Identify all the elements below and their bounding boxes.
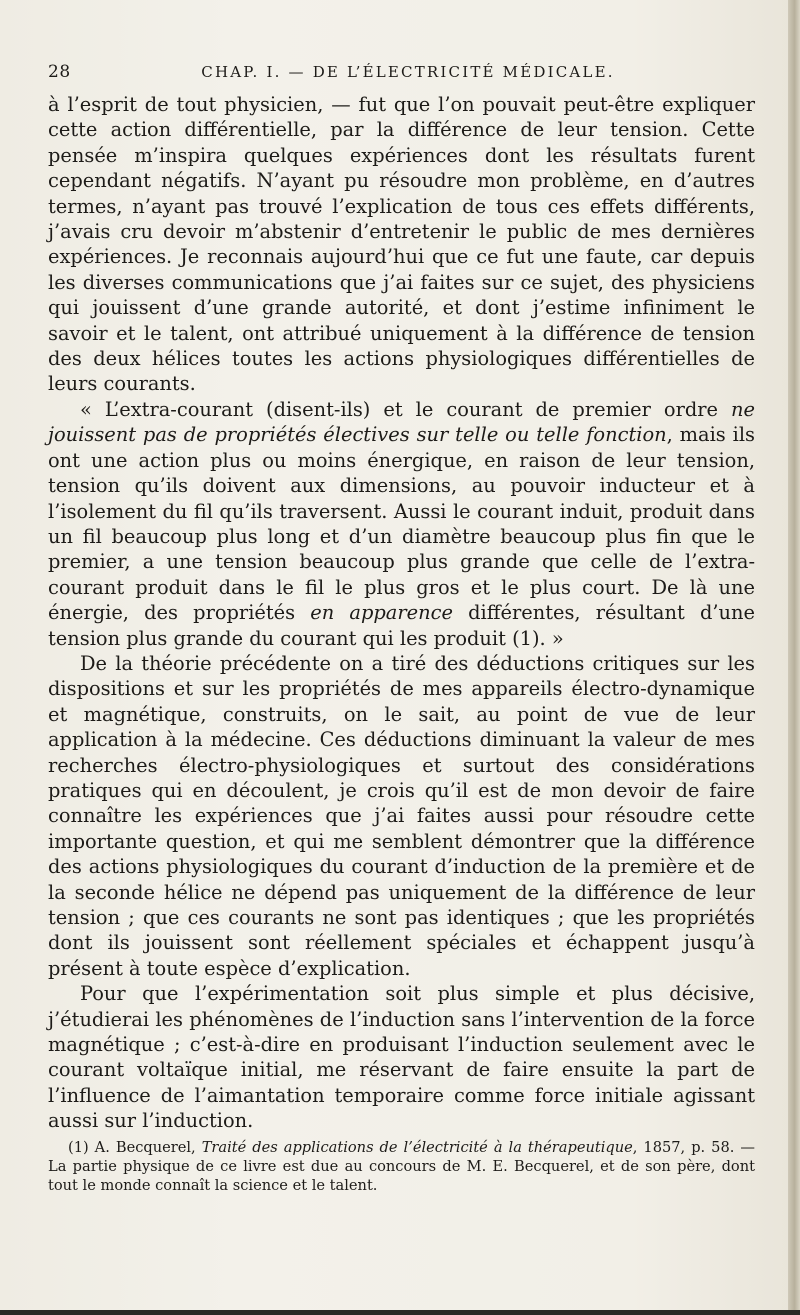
page-header: [48, 62, 748, 92]
running-head: CHAP. I. — DE L’ÉLECTRICITÉ MÉDICALE.: [201, 63, 615, 81]
footnote-lead: (1) A. Becquerel,: [68, 1139, 202, 1156]
paragraph-2-italic-1: ne jouissent pas de propriétés électives sur telle ou telle fonction: [48, 397, 755, 447]
paragraph-4: Pour que l’expérimentation soit plus simple et plus décisive, j’étudierai les phénomènes de l’induction sans l’intervention de la force magnétique ; c’est-à-dire en produisant l’induction seulement avec le courant voltaïque initial, me réservant de faire ensuite la part de l’influence de l’aimantation temporaire comme force initiale agissant aussi sur l’induction.: [48, 982, 755, 1133]
paragraph-3: De la théorie précédente on a tiré des déductions critiques sur les dispositions et sur les propriétés de mes appareils électro-dynamique et magnétique, construits, on le sait, au point de vue de leur application à la médecine. Ces déductions diminuant la valeur de mes recherches électro-physiologiques et surtout des considérations pratiques qui en découlent, je crois qu’il est de mon devoir de faire connaître les expériences que j’ai faites aussi pour résoudre cette importante question, et qui me semblent démontrer que la différence des actions physiologiques du courant d’induction de la première et de la seconde hélice ne dépend pas uniquement de la différence de leur tension ; que ces courants ne sont pas identiques ; que les propriétés dont ils jouissent sont réellement spéciales et échappent jusqu’à présent à toute espèce d’explication.: [48, 651, 755, 980]
paragraph-2-part-b: , mais ils ont une action plus ou moins énergique, en raison de leur tension, tension qu’ils doivent aux dimensions, au pouvoir inducteur et à l’isolement du fil qu’ils traversent. Aussi le courant induit, produit dans un fil beaucoup plus long et d’un diamètre beaucoup plus fin que le premier, a une tension beaucoup plus grande que celle de l’extra-courant produit dans le fil le plus gros et le plus court. De là une énergie, des propriétés: [48, 423, 755, 625]
page-edge: [788, 0, 800, 1315]
paragraph-2-italic-2: en apparence: [310, 601, 453, 625]
paragraph-2-part-a: « L’extra-courant (disent-ils) et le courant de premier ordre: [80, 397, 732, 421]
footnotes: [48, 1138, 755, 1195]
footnote-title: Traité des applications de l’électricité à la thérapeutique: [201, 1139, 633, 1156]
paragraph-2: [48, 397, 755, 651]
paragraph-1: à l’esprit de tout physicien, — fut que l’on pouvait peut-être expliquer cette action différentielle, par la différence de leur tension. Cette pensée m’inspira quelques expériences dont les résultats furent cependant négatifs. N’ayant pu résoudre mon problème, en d’autres termes, n’ayant pas trouvé l’explication de tous ces effets différents, j’avais cru devoir m’abstenir d’entretenir le public de mes dernières expériences. Je reconnais aujourd’hui que ce fut une faute, car depuis les diverses communications que j’ai faites sur ce sujet, des physiciens qui jouissent d’une grande autorité, et dont j’estime infiniment le savoir et le talent, ont attribué uniquement à la différence de tension des deux hélices toutes les actions physiologiques différentielles de leurs courants.: [48, 93, 755, 396]
footnote-1: [48, 1138, 755, 1195]
body-text: [48, 92, 755, 1134]
paragraph-2-part-c: différentes, résultant d’une tension plus grande du courant qui les produit (1). »: [48, 601, 755, 650]
page-number: 28: [48, 62, 71, 82]
footnote-rest: , 1857, p. 58. — La partie physique de ce livre est due au concours de M. E. Becquerel, et de son père, dont tout le monde connaît la science et le talent.: [48, 1139, 755, 1194]
scan-border: [0, 1310, 800, 1315]
